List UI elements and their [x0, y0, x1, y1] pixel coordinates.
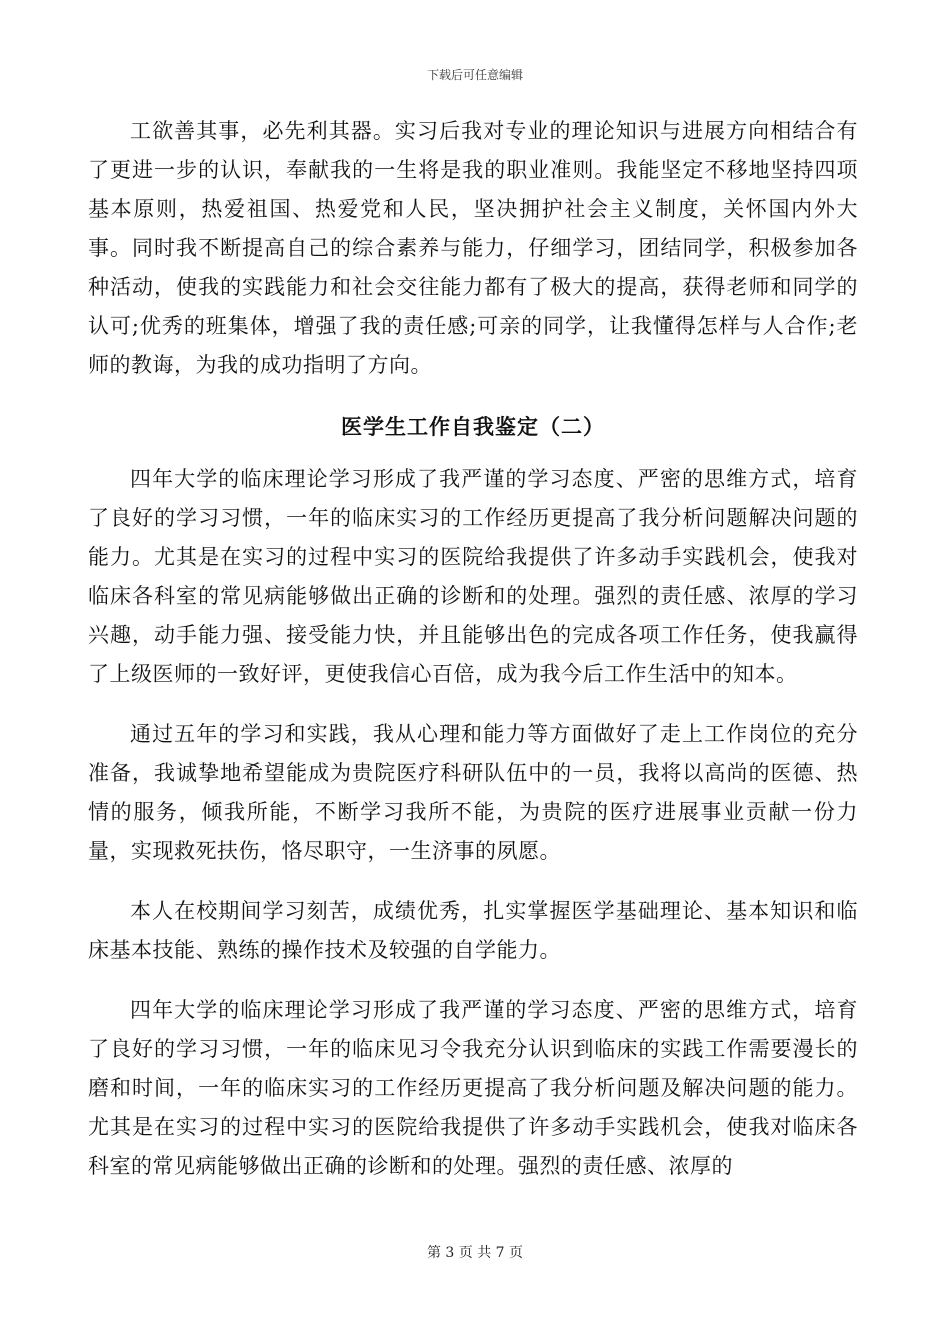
section-heading: 医学生工作自我鉴定（二） — [341, 414, 605, 439]
page-header: 下载后可任意编辑 — [426, 68, 523, 82]
paragraph: 四年大学的临床理论学习形成了我严谨的学习态度、严密的思维方式，培育了良好的学习习惯，一年的临床见习令我充分认识到临床的实践工作需要漫长的磨和时间，一年的临床实习的工作经历更提高了我分析问题及解决问题的能力。尤其是在实习的过程中实习的医院给我提供了许多动手实践机会，使我对临床各科室的常见病能够做出正确的诊断和的处理。强烈的责任感、浓厚的 — [88, 998, 858, 1178]
page-footer: 第 3 页 共 7 页 — [426, 1245, 524, 1261]
document-body — [88, 112, 858, 1207]
paragraph: 通过五年的学习和实践，我从心理和能力等方面做好了走上工作岗位的充分准备，我诚挚地希望能成为贵院医疗科研队伍中的一员，我将以高尚的医德、热情的服务，倾我所能，不断学习我所不能，为贵院的医疗进展事业贡献一份力量，实现救死扶伤，恪尽职守，一生济事的夙愿。 — [88, 722, 858, 863]
paragraph-intro: 工欲善其事，必先利其器。实习后我对专业的理论知识与进展方向相结合有了更进一步的认识，奉献我的一生将是我的职业准则。我能坚定不移地坚持四项基本原则，热爱祖国、热爱党和人民，坚决拥护社会主义制度，关怀国内外大事。同时我不断提高自己的综合素养与能力，仔细学习，团结同学，积极参加各种活动，使我的实践能力和社会交往能力都有了极大的提高，获得老师和同学的认可;优秀的班集体，增强了我的责任感;可亲的同学，让我懂得怎样与人合作;老师的教诲，为我的成功指明了方向。 — [88, 119, 858, 377]
paragraph: 四年大学的临床理论学习形成了我严谨的学习态度、严密的思维方式，培育了良好的学习习惯，一年的临床实习的工作经历更提高了我分析问题解决问题的能力。尤其是在实习的过程中实习的医院给我提供了许多动手实践机会，使我对临床各科室的常见病能够做出正确的诊断和的处理。强烈的责任感、浓厚的学习兴趣，动手能力强、接受能力快，并且能够出色的完成各项工作任务，使我赢得了上级医师的一致好评，更使我信心百倍，成为我今后工作生活中的知本。 — [88, 467, 858, 686]
paragraph: 本人在校期间学习刻苦，成绩优秀，扎实掌握医学基础理论、基本知识和临床基本技能、熟练的操作技术及较强的自学能力。 — [88, 899, 858, 962]
